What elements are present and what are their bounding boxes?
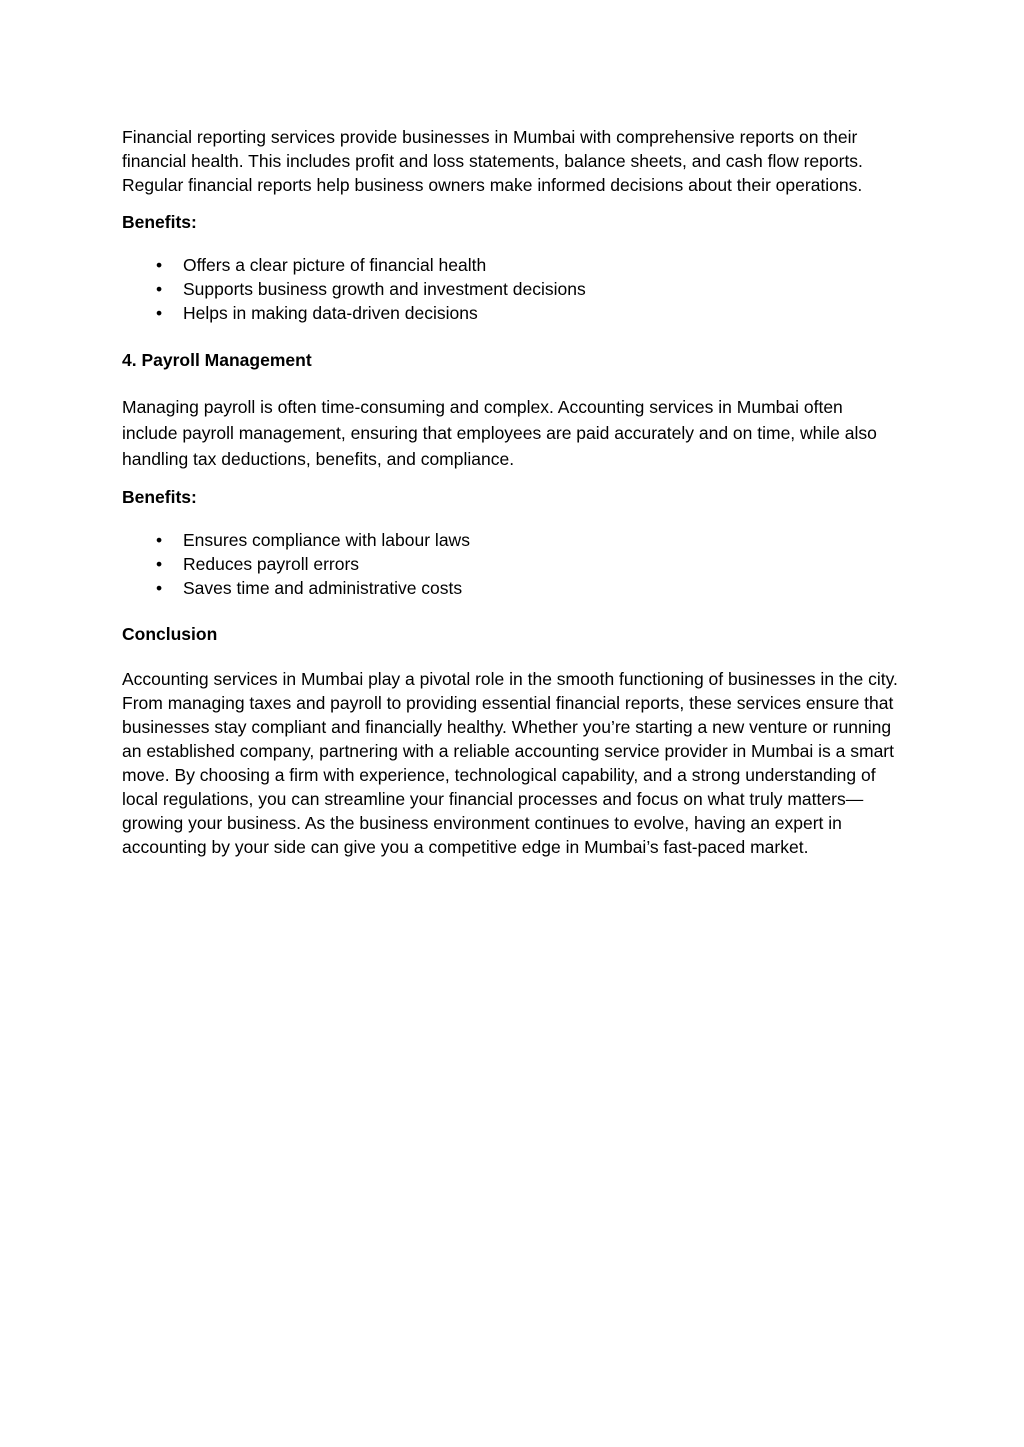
intro-paragraph: Financial reporting services provide businesses in Mumbai with comprehensive reports on their financial health. This includes profit and loss statements, balance sheets, and cash flow reports. Regular financial reports help business owners make informed decisions about their operations.	[122, 127, 863, 195]
list-item-text: Helps in making data-driven decisions	[183, 303, 478, 323]
list-item-text: Reduces payroll errors	[183, 554, 360, 574]
conclusion-heading: Conclusion	[122, 624, 218, 644]
conclusion-paragraph: Accounting services in Mumbai play a pivotal role in the smooth functioning of businesses in the city. From managing taxes and payroll to providing essential financial reports, these services ensure that businesses stay compliant and financially healthy. Whether you’re starting a new venture or running an established company, partnering with a reliable accounting service provider in Mumbai is a smart move. By choosing a firm with experience, technological capability, and a strong understanding of local regulations, you can streamline your financial processes and focus on what truly matters—growing your business. As the business environment continues to evolve, having an expert in accounting by your side can give you a competitive edge in Mumbai’s fast-paced market.	[122, 669, 898, 857]
benefits-heading: Benefits:	[122, 487, 197, 507]
document-page	[122, 125, 902, 859]
bullet-icon: •	[156, 255, 163, 275]
benefits-list	[122, 253, 902, 325]
list-item	[122, 253, 902, 277]
bullet-icon: •	[156, 530, 163, 550]
list-item	[122, 528, 902, 552]
list-item-text: Supports business growth and investment decisions	[183, 279, 586, 299]
list-item	[122, 576, 902, 600]
list-item-text: Saves time and administrative costs	[183, 578, 463, 598]
bullet-icon: •	[156, 303, 163, 323]
payroll-paragraph: Managing payroll is often time-consuming and complex. Accounting services in Mumbai often include payroll management, ensuring that employees are paid accurately and on time, while also handling tax deductions, benefits, and compliance.	[122, 397, 877, 469]
list-item	[122, 277, 902, 301]
benefits-heading: Benefits:	[122, 212, 197, 232]
bullet-icon: •	[156, 279, 163, 299]
list-item-text: Ensures compliance with labour laws	[183, 530, 470, 550]
payroll-heading: 4. Payroll Management	[122, 350, 312, 370]
list-item-text: Offers a clear picture of financial health	[183, 255, 487, 275]
list-item	[122, 552, 902, 576]
benefits-list	[122, 528, 902, 600]
list-item	[122, 301, 902, 325]
bullet-icon: •	[156, 554, 163, 574]
bullet-icon: •	[156, 578, 163, 598]
